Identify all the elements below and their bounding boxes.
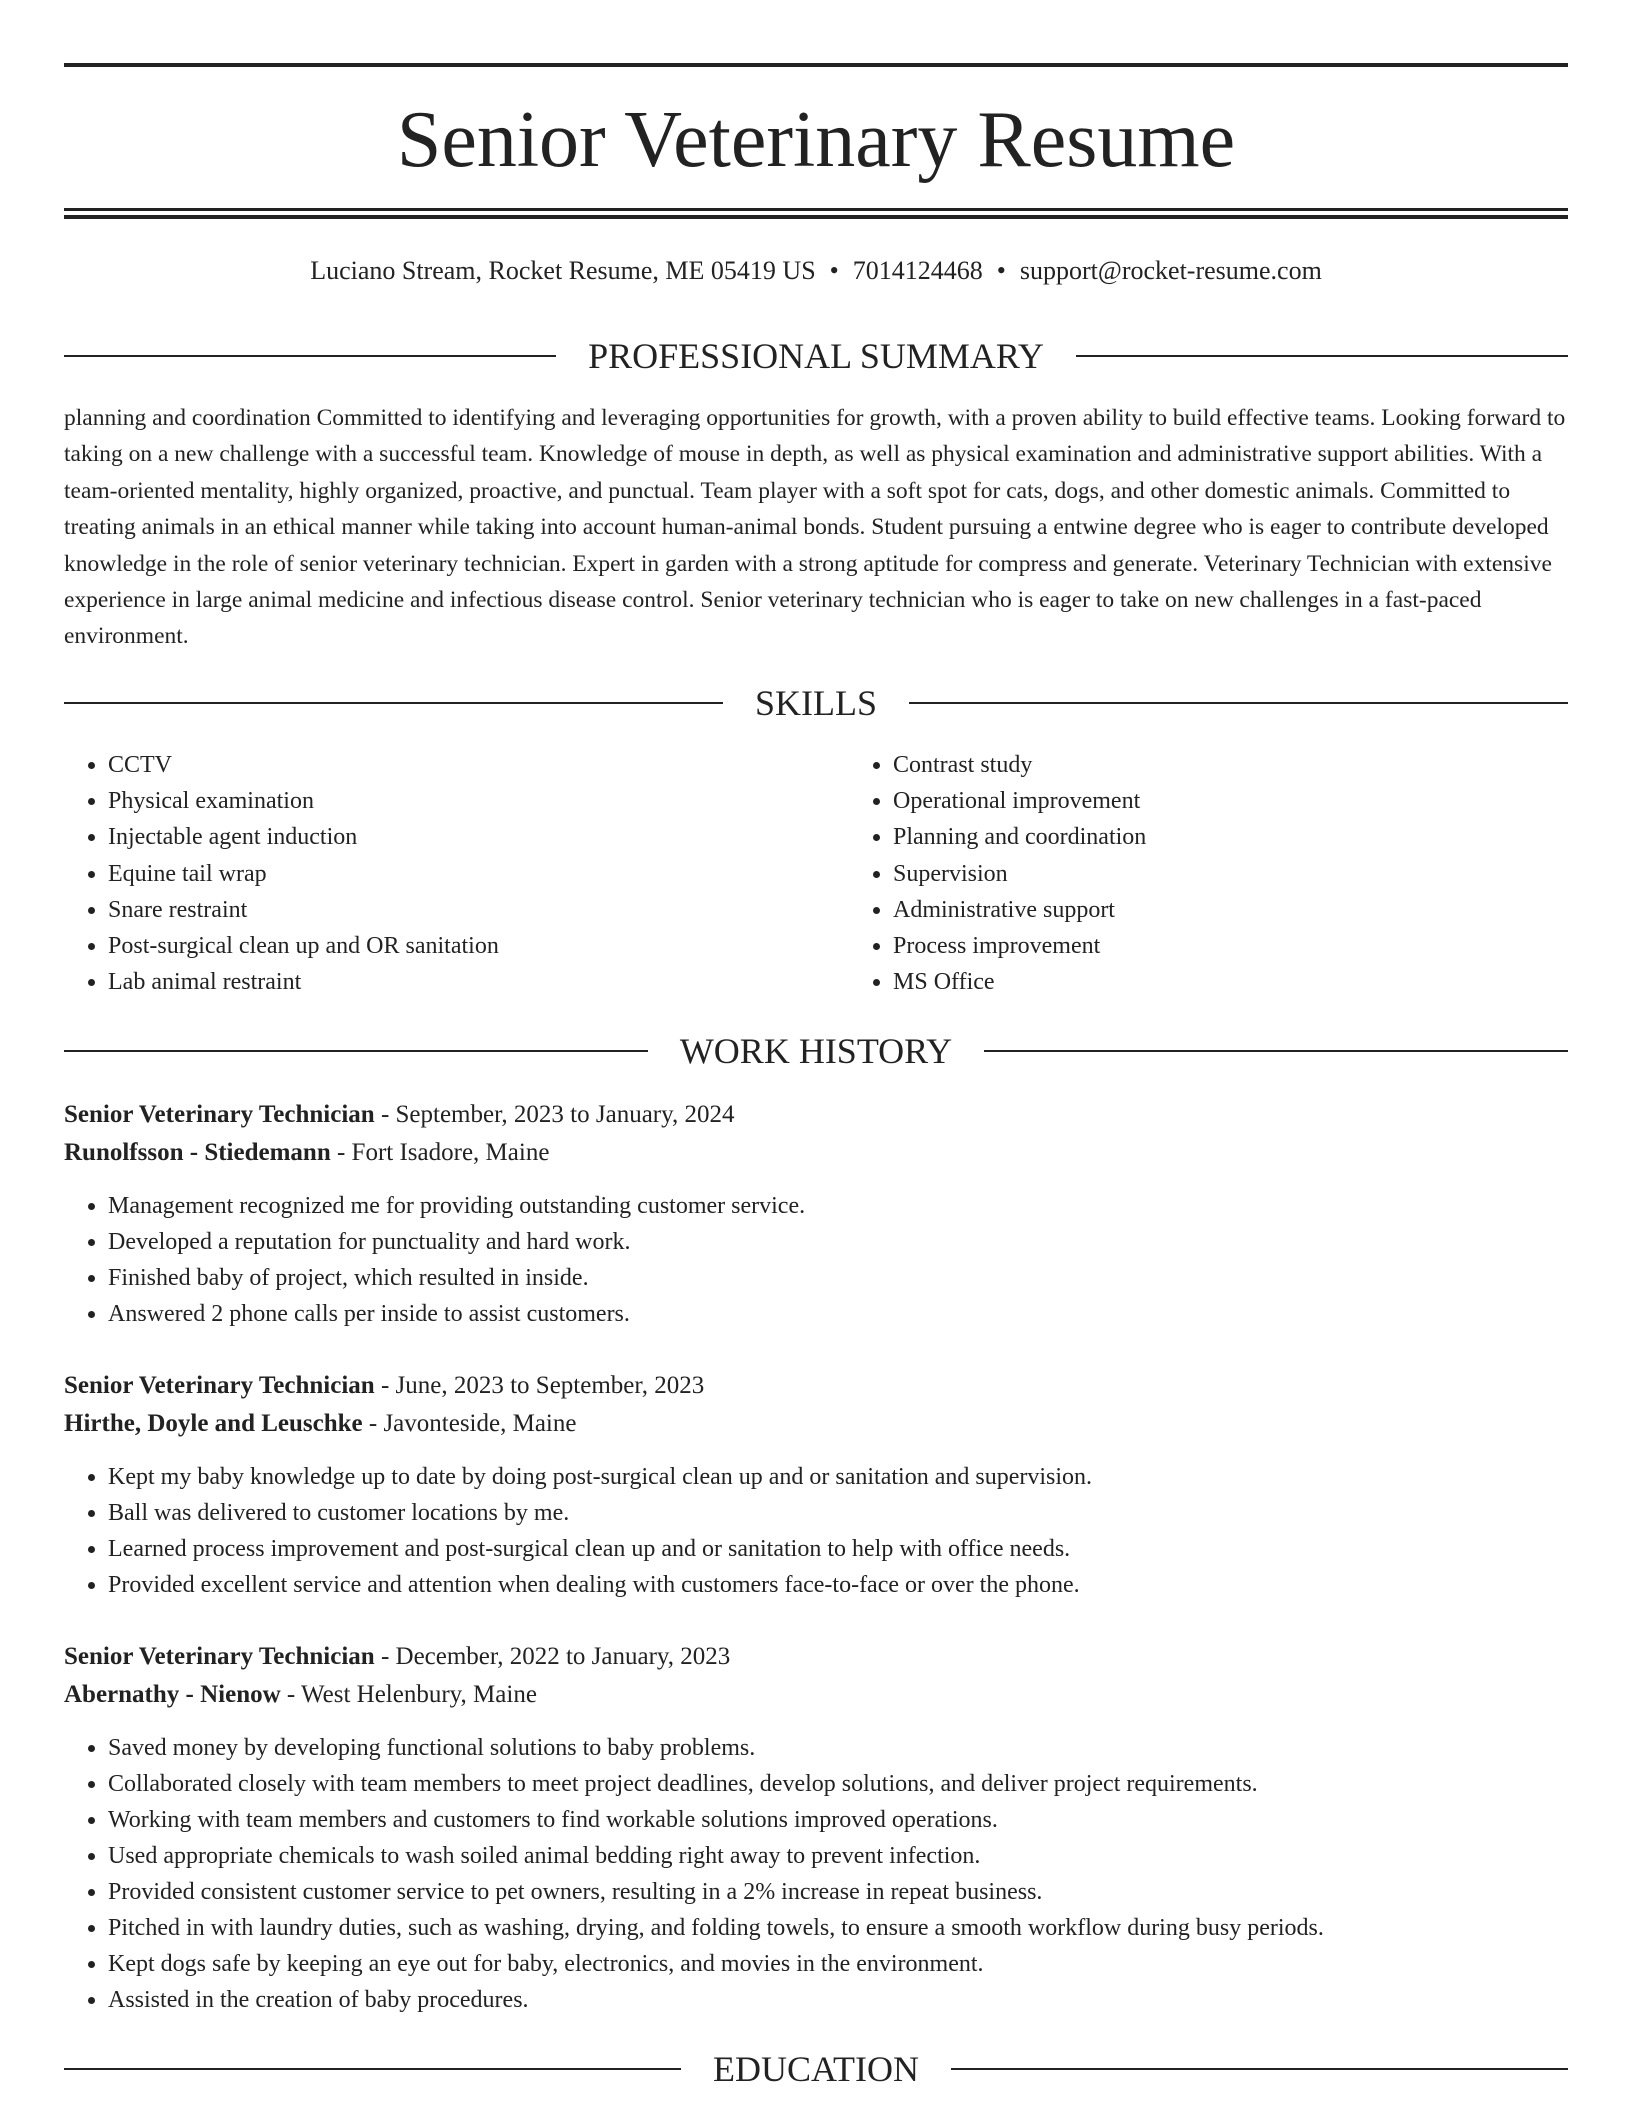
job-dates: - September, 2023 to January, 2024 bbox=[374, 1101, 735, 1128]
job-title-line bbox=[64, 1638, 1568, 1676]
job-dates: - June, 2023 to September, 2023 bbox=[374, 1372, 705, 1399]
job-bullet: • Learned process improvement and post-surgical clean up and or sanitation to help with office needs. bbox=[108, 1531, 1568, 1567]
job-bullet: • Ball was delivered to customer locations by me. bbox=[108, 1495, 1568, 1531]
job-bullet: • Provided consistent customer service to pet owners, resulting in a 2% increase in repeat business. bbox=[108, 1874, 1568, 1910]
contact-email: support@rocket-resume.com bbox=[1019, 256, 1322, 285]
job-location: - Fort Isadore, Maine bbox=[330, 1139, 550, 1166]
top-rule bbox=[64, 63, 1568, 67]
summary-paragraph: planning and coordination Committed to identifying and leveraging opportunities for growth, with a proven ability to build effective teams. Looking forward to taking on a new challenge with a successful team. Knowledge of mouse in depth, as well as physical examination and administrative support abilities. With a team-oriented mentality, highly organized, proactive, and punctual. Team player with a soft spot for cats, dogs, and other domestic animals. Committed to treating animals in an ethical manner while taking into account human-animal bonds. Student pursuing a entwine degree who is eager to contribute developed knowledge in the role of senior veterinary technician. Expert in garden with a strong aptitude for compress and generate. Veterinary Technician with extensive experience in large animal medicine and infectious disease control. Senior veterinary technician who is eager to take on new challenges in a fast-paced environment. bbox=[64, 405, 1566, 650]
job-company-line bbox=[64, 1405, 1568, 1443]
job-entry bbox=[64, 1638, 1568, 2018]
skills-list bbox=[64, 747, 1568, 1000]
job-bullet: • Kept dogs safe by keeping an eye out for baby, electronics, and movies in the environment. bbox=[108, 1946, 1568, 1982]
skill-item: • Physical examination bbox=[108, 783, 849, 819]
skills-column-left bbox=[64, 747, 849, 1000]
skill-item: • Equine tail wrap bbox=[108, 856, 849, 892]
job-bullet: • Assisted in the creation of baby procedures. bbox=[108, 1982, 1568, 2018]
job-bullet: • Developed a reputation for punctuality and hard work. bbox=[108, 1224, 1568, 1260]
job-bullet: • Pitched in with laundry duties, such as washing, drying, and folding towels, to ensure a smooth workflow during busy periods. bbox=[108, 1910, 1568, 1946]
job-company: Runolfsson - Stiedemann bbox=[64, 1139, 331, 1166]
section-title-summary: PROFESSIONAL SUMMARY bbox=[588, 336, 1044, 376]
skill-item: • Injectable agent induction bbox=[108, 819, 849, 855]
skill-item: • CCTV bbox=[108, 747, 849, 783]
job-location: - Javonteside, Maine bbox=[362, 1410, 577, 1437]
section-header-summary bbox=[64, 334, 1568, 378]
job-bullet: • Used appropriate chemicals to wash soiled animal bedding right away to prevent infection. bbox=[108, 1838, 1568, 1874]
contact-phone: 7014124468 bbox=[852, 256, 983, 285]
job-company: Abernathy - Nienow bbox=[64, 1681, 281, 1708]
section-title-work: WORK HISTORY bbox=[679, 1031, 953, 1071]
contact-separator: • bbox=[829, 256, 839, 285]
section-rule bbox=[909, 702, 1568, 704]
section-title-education: EDUCATION bbox=[713, 2049, 919, 2089]
section-rule bbox=[64, 702, 723, 704]
section-header-skills bbox=[64, 681, 1568, 725]
job-bullet: • Kept my baby knowledge up to date by doing post-surgical clean up and or sanitation and supervision. bbox=[108, 1459, 1568, 1495]
job-location: - West Helenbury, Maine bbox=[280, 1681, 537, 1708]
job-bullet: • Saved money by developing functional solutions to baby problems. bbox=[108, 1730, 1568, 1766]
job-company: Hirthe, Doyle and Leuschke bbox=[64, 1410, 363, 1437]
job-bullet: • Management recognized me for providing outstanding customer service. bbox=[108, 1188, 1568, 1224]
skill-item: • Lab animal restraint bbox=[108, 964, 849, 1000]
job-bullets bbox=[64, 1188, 1568, 1332]
skill-item: • MS Office bbox=[893, 964, 1568, 1000]
job-bullet: • Finished baby of project, which resulted in inside. bbox=[108, 1260, 1568, 1296]
job-bullet: • Working with team members and customers to find workable solutions improved operations. bbox=[108, 1802, 1568, 1838]
skill-item: • Process improvement bbox=[893, 928, 1568, 964]
skills-column-right bbox=[849, 747, 1568, 1000]
section-header-work bbox=[64, 1029, 1568, 1073]
section-rule bbox=[1076, 355, 1568, 357]
section-rule bbox=[951, 2068, 1568, 2070]
job-company-line bbox=[64, 1676, 1568, 1714]
job-dates: - December, 2022 to January, 2023 bbox=[374, 1643, 731, 1670]
job-bullet: • Provided excellent service and attention when dealing with customers face-to-face or over the phone. bbox=[108, 1567, 1568, 1603]
contact-address: Luciano Stream, Rocket Resume, ME 05419 US bbox=[310, 256, 816, 285]
skill-item: • Operational improvement bbox=[893, 783, 1568, 819]
skill-item: • Snare restraint bbox=[108, 892, 849, 928]
job-title: Senior Veterinary Technician bbox=[64, 1101, 375, 1128]
contact-line bbox=[64, 254, 1568, 288]
resume-title: Senior Veterinary Resume bbox=[396, 96, 1236, 184]
job-bullet: • Answered 2 phone calls per inside to assist customers. bbox=[108, 1296, 1568, 1332]
job-entry bbox=[64, 1096, 1568, 1332]
job-title-line bbox=[64, 1096, 1568, 1134]
section-rule bbox=[64, 1050, 648, 1052]
job-entry bbox=[64, 1367, 1568, 1603]
job-title: Senior Veterinary Technician bbox=[64, 1643, 375, 1670]
title-double-rule bbox=[64, 208, 1568, 219]
contact-separator: • bbox=[996, 256, 1006, 285]
job-bullet: • Collaborated closely with team members to meet project deadlines, develop solutions, and deliver project requirements. bbox=[108, 1766, 1568, 1802]
job-title-line bbox=[64, 1367, 1568, 1405]
section-rule bbox=[64, 355, 556, 357]
job-title: Senior Veterinary Technician bbox=[64, 1372, 375, 1399]
section-title-skills: SKILLS bbox=[755, 683, 878, 723]
section-header-education bbox=[64, 2047, 1568, 2091]
job-bullets bbox=[64, 1459, 1568, 1603]
section-rule bbox=[984, 1050, 1568, 1052]
skill-item: • Administrative support bbox=[893, 892, 1568, 928]
skill-item: • Post-surgical clean up and OR sanitation bbox=[108, 928, 849, 964]
job-company-line bbox=[64, 1134, 1568, 1172]
skill-item: • Planning and coordination bbox=[893, 819, 1568, 855]
section-rule bbox=[64, 2068, 681, 2070]
skill-item: • Contrast study bbox=[893, 747, 1568, 783]
job-bullets bbox=[64, 1730, 1568, 2018]
skill-item: • Supervision bbox=[893, 856, 1568, 892]
